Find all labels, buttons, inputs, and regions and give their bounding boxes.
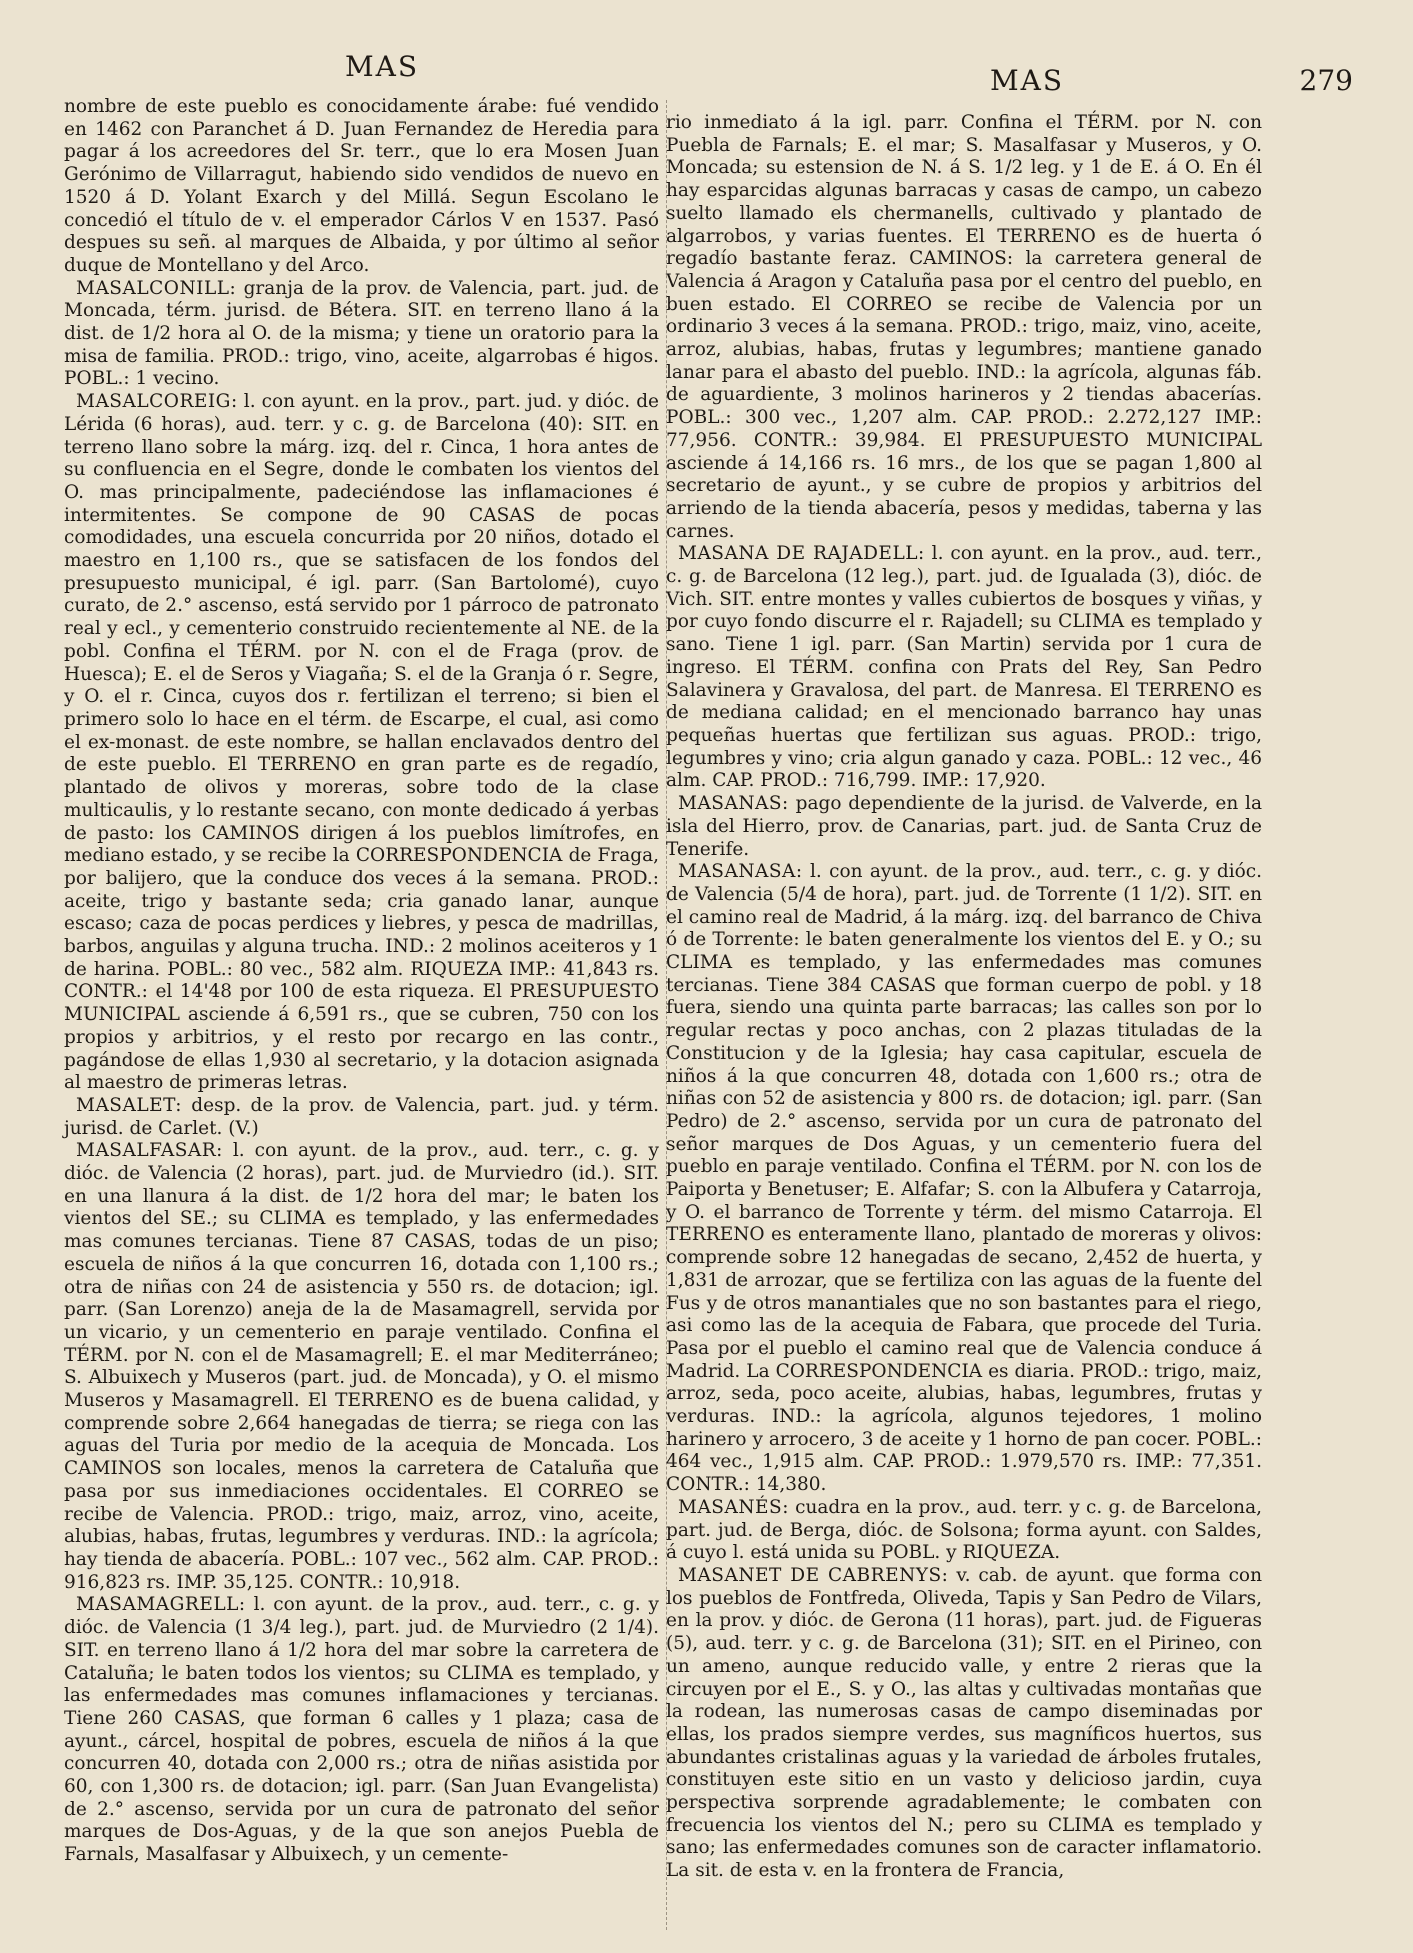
page-number: 279 xyxy=(1299,64,1353,97)
entry-headword: MASANA DE RAJADELL: xyxy=(678,543,925,565)
entry-headword: MASANÉS: xyxy=(678,1496,789,1518)
entry-headword: MASAMAGRELL: xyxy=(76,1594,246,1616)
entry-continued xyxy=(666,112,1262,543)
left-running-head: MAS xyxy=(345,50,420,83)
entry-text: l. con ayunt. en la prov., part. jud. y dióc. de Lérida (6 horas), aud. terr. y c. g. de Barcelona (40): SIT. en terreno llano sobre la márg. izq. del r. Cinca, 1 hora antes de su confluencia en el Segre, donde le combaten los vientos del O. mas principalmente, padeciéndose las inflamaciones é intermitentes. Se compone de 90 CASAS de pocas comodidades, una escuela concurrida por 20 niños, dotado el maestro en 1,100 rs., que se satisfacen de los fondos del presupuesto municipal, é igl. parr. (San Bartolomé), cuyo curato, de 2.° ascenso, está servido por 1 párroco de patronato real y ecl., y cementerio construido recientemente al NE. de la pobl. Confina el TÉRM. por N. con el de Fraga (prov. de Huesca); E. el de Seros y Viagaña; S. el de la Granja ó r. Segre, y O. el r. Cinca, cuyos dos r. fertilizan el terreno; si bien el primero solo lo hace en el térm. de Escarpe, el cual, asi como el ex-monast. de este nombre, se hallan enclavados dentro del de este pueblo. El TERRENO en gran parte es de regadío, plantado de olivos y moreras, sobre todo de la clase multicaulis, y lo restante secano, con monte dedicado á yerbas de pasto: los CAMINOS dirigen á los pueblos limítrofes, en mediano estado, y se recibe la CORRESPONDENCIA de Fraga, por balijero, que la conduce dos veces á la semana. PROD.: aceite, trigo y bastante seda; cria ganado lanar, aunque escaso; caza de pocas perdices y liebres, y pesca de madrillas, barbos, anguilas y alguna trucha. IND.: 2 molinos aceiteros y 1 de harina. POBL.: 80 vec., 582 alm. RIQUEZA IMP.: 41,843 rs. CONTR.: el 14'48 por 100 de esta riqueza. El PRESUPUESTO MUNICIPAL asciende á 6,591 rs., que se cubren, 750 con los propios y arbitrios, y el resto por recargo en las contr., pagándose de ellas 1,930 al secretario, y la dotacion asignada al maestro de primeras letras. xyxy=(64,391,659,1094)
left-column xyxy=(64,96,659,1867)
entry-masamagrell xyxy=(64,1594,659,1866)
entry-text: nombre de este pueblo es conocidamente árabe: fué vendido en 1462 con Paranchet á D. Juan Fernandez de Heredia para pagar á los acreedores del Sr. terr., que lo era Mosen Juan Gerónimo de Villarragut, habiendo sido vendidos de nuevo en 1520 á D. Yolant Exarch y del Millá. Segun Escolano le concedió el título de v. el emperador Cárlos V en 1537. Pasó despues su señ. al marques de Albaida, y por último al señor duque de Montellano y del Arco. xyxy=(64,96,659,276)
entry-masalconill xyxy=(64,278,659,392)
entry-text: pago dependiente de la jurisd. de Valverde, en la isla del Hierro, prov. de Canarias, part. jud. de Santa Cruz de Tenerife. xyxy=(666,793,1262,860)
entry-headword: MASANAS: xyxy=(678,793,789,815)
entry-text: rio inmediato á la igl. parr. Confina el TÉRM. por N. con Puebla de Farnals; E. el mar; S. Masalfasar y Museros, y O. Moncada; su estension de N. á S. 1/2 leg. y 1 de E. á O. En él hay esparcidas algunas barracas y casas de campo, un cabezo suelto llamado els chermanells, cultivado y plantado de algarrobos, y varias fuentes. El TERRENO es de huerta ó regadío bastante feraz. CAMINOS: la carretera general de Valencia á Aragon y Cataluña pasa por el centro del pueblo, en buen estado. El CORREO se recibe de Valencia por un ordinario 3 veces á la semana. PROD.: trigo, maiz, vino, aceite, arroz, alubias, habas, frutas y legumbres; mantiene ganado lanar para el abasto del pueblo. IND.: la agrícola, algunas fáb. de aguardiente, 3 molinos harineros y 2 tiendas abacerías. POBL.: 300 vec., 1,207 alm. CAP. PROD.: 2.272,127 IMP.: 77,956. CONTR.: 39,984. El PRESUPUESTO MUNICIPAL asciende á 14,166 rs. 16 mrs., de los que se pagan 1,800 al secretario de ayunt., y se cubre de propios y arbitrios del arriendo de la tienda abacería, pesos y medidas, taberna y las carnes. xyxy=(666,112,1262,542)
entry-text: l. con ayunt. de la prov., aud. terr., c. g. y dióc. de Valencia (1 3/4 leg.), part. jud. de Murviedro (2 1/4). SIT. en terreno llano á 1/2 hora del mar sobre la carretera de Cataluña; le baten todos los vientos; su CLIMA es templado, y las enfermedades mas comunes inflamaciones y tercianas. Tiene 260 CASAS, que forman 6 calles y 1 plaza; casa de ayunt., cárcel, hospital de pobres, escuela de niños á la que concurren 40, dotada con 2,000 rs.; otra de niñas asistida por 60, con 1,300 rs. de dotacion; igl. parr. (San Juan Evangelista) de 2.° ascenso, servida por un cura de patronato del señor marques de Dos-Aguas, y de la que son anejos Puebla de Farnals, Masalfasar y Albuixech, y un cemente- xyxy=(64,1594,659,1866)
entry-text: l. con ayunt. en la prov., aud. terr., c. g. de Barcelona (12 leg.), part. jud. de Igualada (3), dióc. de Vich. SIT. entre montes y valles cubiertos de bosques y viñas, y por cuyo fondo discurre el r. Rajadell; su CLIMA es templado y sano. Tiene 1 igl. parr. (San Martin) servida por 1 cura de ingreso. El TÉRM. confina con Prats del Rey, San Pedro Salavinera y Gravalosa, del part. de Manresa. El TERRENO es de mediana calidad; en el mencionado barranco hay unas pequeñas huertas que fertilizan sus aguas. PROD.: trigo, legumbres y vino; cria algun ganado y caza. POBL.: 12 vec., 46 alm. CAP. PROD.: 716,799. IMP.: 17,920. xyxy=(666,543,1262,792)
entry-text: cuadra en la prov., aud. terr. y c. g. de Barcelona, part. jud. de Berga, dióc. de Solsona; forma ayunt. con Saldes, á cuyo l. está unida su POBL. y RIQUEZA. xyxy=(666,1496,1262,1564)
entry-headword: MASALFASAR: xyxy=(76,1140,223,1162)
entry-masalcoreig xyxy=(64,391,659,1095)
entry-text: desp. de la prov. de Valencia, part. jud. y térm. jurisd. de Carlet. (V.) xyxy=(64,1094,659,1139)
entry-headword: MASANET DE CABRENYS: xyxy=(678,1565,949,1586)
entry-continued xyxy=(64,96,659,278)
entry-masanas xyxy=(666,793,1262,861)
entry-text: l. con ayunt. de la prov., aud. terr., c. g. y dióc. de Valencia (5/4 de hora), part. jud. de Torrente (1 1/2). SIT. en el camino real de Madrid, á la márg. izq. del barranco de Chiva ó de Torrente: le baten generalmente los vientos del E. y O.; su CLIMA es templado, y las enfermedades mas comunes tercianas. Tiene 384 CASAS que forman cuerpo de pobl. y 18 fuera, siendo una quinta parte barracas; las calles son por lo regular rectas y poco anchas, con 2 plazas tituladas de la Constitucion y de la Iglesia; hay casa capitular, escuela de niños á la que concurren 48, dotada con 1,600 rs.; otra de niñas con 52 de asistencia y 800 rs. de dotacion; igl. parr. (San Pedro) de 2.° ascenso, servida por un cura de patronato del señor marques de Dos Aguas, y un cementerio fuera del pueblo en paraje ventilado. Confina el TÉRM. por N. con los de Paiporta y Benetuser; E. Alfafar; S. con la Albufera y Catarroja, y O. el barranco de Torrente y térm. del mismo Catarroja. El TERRENO es enteramente llano, plantado de moreras y olivos: comprende sobre 12 hanegadas de secano, 2,452 de huerta, y 1,831 de arrozar, que se fertiliza con las aguas de la fuente del Fus y de otros manantiales que no son bastantes para el riego, asi como las de la acequia de Fabara, que procede del Turia. Pasa por el pueblo el camino real que de Valencia conduce á Madrid. La CORRESPONDENCIA es diaria. PROD.: trigo, maiz, arroz, seda, poco aceite, alubias, habas, legumbres, frutas y verduras. IND.: la agrícola, algunos tejedores, 1 molino harinero y arrocero, 3 de aceite y 1 horno de pan cocer. POBL.: 464 vec., 1,915 alm. CAP. PROD.: 1.979,570 rs. IMP.: 77,351. CONTR.: 14,380. xyxy=(666,861,1262,1496)
entry-text: v. cab. de ayunt. que forma con los pueblos de Fontfreda, Oliveda, Tapis y San Pedro de Vilars, en la prov. y dióc. de Gerona (11 horas), part. jud. de Figueras (5), aud. terr. y c. g. de Barcelona (31); SIT. en el Pirineo, con un ameno, aunque reducido valle, y entre 2 rieras que la circuyen por el E., S. y O., las altas y cultivadas montañas que la rodean, las numerosas casas de campo diseminadas por ellas, los prados siempre verdes, sus magníficos huertos, sus abundantes cristalinas aguas y la variedad de árboles frutales, constituyen este sitio en un vasto y delicioso jardin, cuya perspectiva sorprende agradablemente; le combaten con frecuencia los vientos del N.; pero su CLIMA es templado y sano; las enfermedades comunes son de caracter inflamatorio. La sit. de esta v. en la frontera de Francia, xyxy=(666,1565,1262,1882)
entry-text: granja de la prov. de Valencia, part. jud. de Moncada, térm. jurisd. de Bétera. SIT. en terreno llano á la dist. de 1/2 hora al O. de la misma; y tiene un oratorio para la misa de familia. PROD.: trigo, vino, aceite, algarrobas é higos. POBL.: 1 vecino. xyxy=(64,277,659,390)
entry-headword: MASALCONILL: xyxy=(76,277,237,299)
entry-masalfasar xyxy=(64,1140,659,1594)
entry-text: l. con ayunt. de la prov., aud. terr., c. g. y dióc. de Valencia (2 horas), part. jud. de Murviedro (id.). SIT. en una llanura á la dist. de 1/2 hora del mar; le baten los vientos del SE.; su CLIMA es templado, y las enfermedades mas comunes tercianas. Tiene 87 CASAS, todas de un piso; escuela de niños á la que concurren 16, dotada con 1,100 rs.; otra de niñas con 24 de asistencia y 550 rs. de dotacion; igl. parr. (San Lorenzo) aneja de la de Masamagrell, servida por un vicario, y un cementerio en paraje ventilado. Confina el TÉRM. por N. con el de Masamagrell; E. el mar Mediterráneo; S. Albuixech y Museros (part. jud. de Moncada), y O. el mismo Museros y Masamagrell. El TERRENO es de buena calidad, y comprende sobre 2,664 hanegadas de tierra; se riega con las aguas del Turia por medio de la acequia de Moncada. Los CAMINOS son locales, menos la carretera de Cataluña que pasa por sus inmediaciones occidentales. El CORREO se recibe de Valencia. PROD.: trigo, maiz, arroz, vino, aceite, alubias, habas, frutas, legumbres y verduras. IND.: la agrícola; hay tienda de abacería. POBL.: 107 vec., 562 alm. CAP. PROD.: 916,823 rs. IMP. 35,125. CONTR.: 10,918. xyxy=(64,1140,659,1593)
entry-masana-de-rajadell xyxy=(666,543,1262,793)
entry-masalet xyxy=(64,1095,659,1140)
entry-headword: MASALCOREIG: xyxy=(76,391,238,413)
right-running-head: MAS xyxy=(990,64,1065,97)
entry-masanes xyxy=(666,1497,1262,1565)
entry-masanet-de-cabrenys xyxy=(666,1565,1262,1883)
entry-headword: MASANASA: xyxy=(678,861,803,883)
right-column xyxy=(666,112,1262,1883)
entry-headword: MASALET: xyxy=(76,1094,183,1116)
entry-masanasa xyxy=(666,861,1262,1497)
running-header xyxy=(60,50,1353,100)
